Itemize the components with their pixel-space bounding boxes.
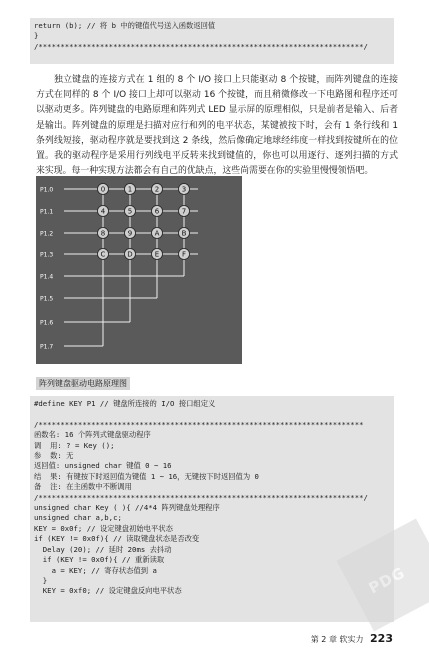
key-label: A: [154, 229, 160, 238]
pin-label: P1.1: [40, 208, 54, 216]
code-line: /**************************************************************************/: [34, 41, 368, 51]
page-number: 223: [370, 632, 393, 645]
key-label: B: [181, 229, 187, 238]
code-line: unsigned char a,b,c;: [34, 513, 122, 523]
key-label: 6: [154, 207, 160, 216]
pin-label: P1.6: [40, 319, 54, 327]
chapter-label: 第 2 章 软实力: [310, 635, 364, 644]
pin-label: P1.2: [40, 230, 54, 238]
code-line: 备 注: 在主函数中不断调用: [34, 482, 132, 492]
diagram-caption: 阵列键盘驱动电路原理图: [36, 377, 130, 390]
code-line: 参 数: 无: [34, 451, 74, 461]
key-label: 3: [181, 185, 187, 194]
pdg-watermark: PDG: [336, 519, 429, 632]
code-block-bottom: [30, 396, 394, 622]
code-line: [34, 409, 390, 419]
pin-label: P1.3: [40, 251, 54, 259]
code-line: }: [34, 575, 48, 585]
code-line: KEY = 0x0f; // 设定键盘初始电平状态: [34, 523, 173, 533]
keypad-circuit-diagram: [36, 176, 242, 364]
code-line: }: [34, 31, 39, 41]
key-label: 5: [127, 207, 133, 216]
pin-label: P1.5: [40, 295, 54, 303]
code-line: 结 果: 有键按下时返回值为键值 1 ~ 16，无键按下时返回值为 0: [34, 471, 259, 481]
key-label: 0: [100, 185, 106, 194]
pin-label: P1.4: [40, 273, 54, 281]
key-label: E: [154, 250, 160, 259]
key-label: F: [181, 250, 187, 259]
code-line: /**************************************************************************/: [34, 492, 368, 502]
code-block-top: [30, 18, 394, 64]
code-line: unsigned char Key ( ){ //4*4 阵列键盘处理程序: [34, 503, 220, 513]
key-label: 2: [154, 185, 160, 194]
pin-label: P1.0: [40, 186, 54, 194]
key-label: 7: [181, 207, 187, 216]
key-label: 9: [127, 229, 133, 238]
code-line: if (KEY != 0x0f){ // 重新读取: [34, 555, 165, 565]
key-label: 4: [100, 207, 106, 216]
key-label: C: [100, 250, 106, 259]
code-line: 函数名: 16 个阵列式键盘驱动程序: [34, 430, 151, 440]
code-line: #define KEY P1 // 键盘所连接的 I/O 接口组定义: [34, 399, 216, 408]
code-line: /**************************************************************************: [34, 419, 364, 429]
key-label: D: [127, 250, 133, 259]
diagram-background: [36, 176, 242, 364]
key-label: 1: [127, 185, 133, 194]
code-line: a = KEY; // 寄存状态值到 a: [34, 565, 157, 575]
code-line: Delay (20); // 延时 20ms 去抖动: [34, 544, 172, 554]
code-line: if (KEY != 0x0f){ // 读取键盘状态是否改变: [34, 534, 200, 544]
code-line: 调 用: ? = Key ();: [34, 440, 115, 450]
pin-label: P1.7: [40, 343, 54, 351]
code-line: return (b); // 将 b 中的键值代号送入函数返回值: [34, 21, 216, 30]
code-line: KEY = 0xf0; // 设定键盘反向电平状态: [34, 586, 182, 596]
code-line: 返回值: unsigned char 键值 0 ~ 16: [34, 461, 172, 471]
key-label: 8: [100, 229, 106, 238]
page-footer: [311, 632, 393, 645]
body-paragraph: 独立键盘的连接方式在 1 组的 8 个 I/O 接口上只能驱动 8 个按键，而阵列键盘的连接方式在同样的 8 个 I/O 接口上却可以驱动 16 个按键，而且稍微修改一下电路图和程序还可以驱动更多。阵列键盘的电路原理和阵列式 LED 显示屏的原理相似，只是前者是输入、后者是输出。阵列键盘的原理是扫描对应行和列的电平状态，某键被按下时，会有 1 条行线和 1 条列线短接，驱动程序就是要找到这 2 条线，然后像确定地球经纬度一样找到按键所在的位置。我的驱动程序是采用行列线电平反转来找到键值的，你也可以用逐行、逐列扫描的方式来实现。每一种实现方法都会有自己的优缺点，这些尚需要在你的实验里慢慢领悟吧。: [36, 75, 398, 177]
